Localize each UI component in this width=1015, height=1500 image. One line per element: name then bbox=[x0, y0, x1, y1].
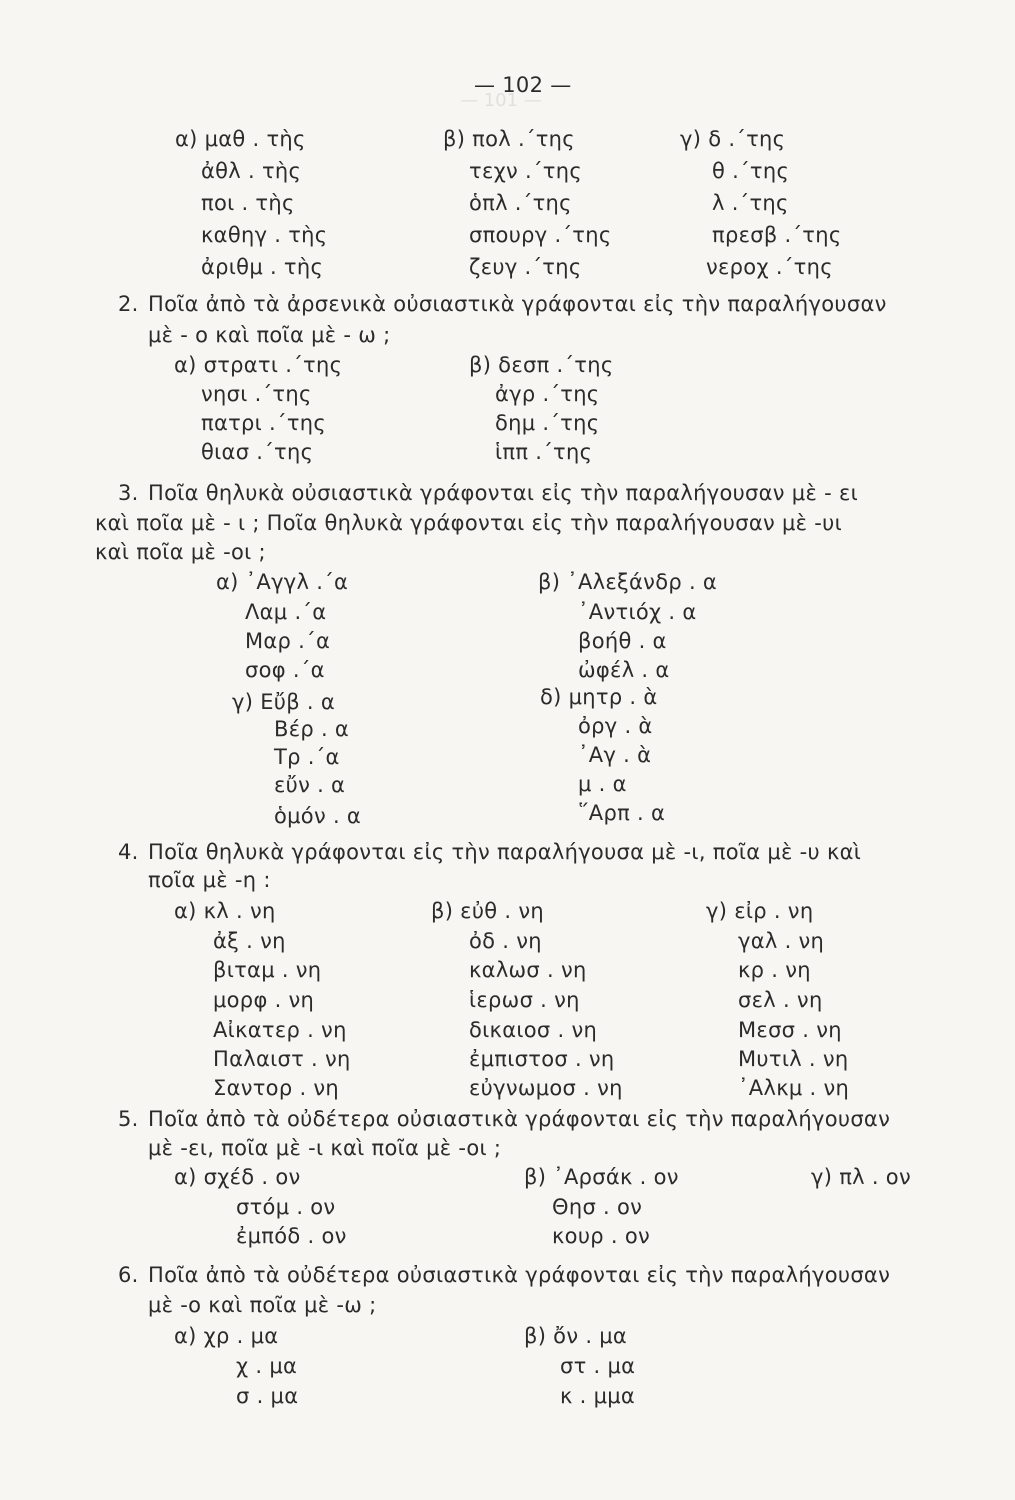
word-item: γ) εἰρ . νη bbox=[706, 899, 814, 923]
word-item: ὁμόν . α bbox=[274, 804, 362, 828]
word-item: θ .΄της bbox=[712, 159, 790, 183]
word-item: β) εὐθ . νη bbox=[431, 899, 544, 923]
word-item: β) ᾿Αρσάκ . ον bbox=[524, 1165, 679, 1189]
question-text: Ποῖα ἀπὸ τὰ οὐδέτερα οὐσιαστικὰ γράφονται εἰς τὴν παραλήγουσαν bbox=[148, 1107, 891, 1131]
word-item: σελ . νη bbox=[738, 988, 823, 1012]
word-item: εὔν . α bbox=[274, 773, 346, 797]
word-item: μορφ . νη bbox=[213, 988, 315, 1012]
question-text: καὶ ποῖα μὲ - ι ; Ποῖα θηλυκὰ γράφονται εἰς τὴν παραλήγουσαν μὲ -υι bbox=[95, 511, 842, 535]
show-through-text: — 101 — bbox=[460, 90, 542, 111]
word-item: Μαρ .΄α bbox=[245, 629, 331, 653]
word-item: Παλαιστ . νη bbox=[213, 1047, 351, 1071]
word-item: στόμ . ον bbox=[236, 1195, 336, 1219]
word-item: γ) Εὔβ . α bbox=[232, 690, 335, 714]
word-item: ὠφέλ . α bbox=[578, 658, 670, 682]
question-text: Ποῖα θηλυκὰ οὐσιαστικὰ γράφονται εἰς τὴν παραλήγουσαν μὲ - ει bbox=[148, 481, 858, 505]
page-number: — 102 — bbox=[474, 73, 572, 97]
word-item: ἀθλ . τὴς bbox=[201, 159, 302, 183]
question-text: Ποῖα ἀπὸ τὰ ἀρσενικὰ οὐσιαστικὰ γράφονται εἰς τὴν παραλήγουσαν bbox=[148, 292, 887, 316]
word-item: Μεσσ . νη bbox=[738, 1018, 842, 1042]
word-item: α) χρ . μα bbox=[174, 1324, 279, 1348]
word-item: Θησ . ον bbox=[552, 1195, 643, 1219]
word-item: πρεσβ .΄της bbox=[712, 223, 842, 247]
word-item: δ) μητρ . ὰ bbox=[540, 685, 658, 709]
question-text: μὲ - ο καὶ ποῖα μὲ - ω ; bbox=[148, 323, 391, 347]
word-item: α) στρατι .΄της bbox=[174, 353, 343, 377]
word-item: ᾿Αγ . ὰ bbox=[578, 743, 652, 767]
question-text: μὲ -ει, ποῖα μὲ -ι καὶ ποῖα μὲ -οι ; bbox=[148, 1136, 502, 1160]
question-text: Ποῖα ἀπὸ τὰ οὐδέτερα οὐσιαστικὰ γράφονται εἰς τὴν παραλήγουσαν bbox=[148, 1263, 891, 1287]
word-item: Σαντορ . νη bbox=[213, 1076, 340, 1100]
word-item: κρ . νη bbox=[738, 958, 811, 982]
word-item: α) ᾿Αγγλ .΄α bbox=[216, 570, 349, 594]
word-item: βιταμ . νη bbox=[213, 958, 322, 982]
word-item: μ . α bbox=[578, 772, 627, 796]
word-item: α) μαθ . τὴς bbox=[175, 127, 306, 151]
word-item: λ .΄της bbox=[712, 191, 789, 215]
word-item: ῞Αρπ . α bbox=[578, 801, 666, 825]
word-item: ᾿Αλκμ . νη bbox=[738, 1076, 850, 1100]
word-item: β) ᾿Αλεξάνδρ . α bbox=[538, 570, 718, 594]
word-item: α) σχέδ . ον bbox=[174, 1165, 301, 1189]
word-item: νησι .΄της bbox=[201, 382, 312, 406]
word-item: ὀργ . ὰ bbox=[578, 714, 653, 738]
word-item: νεροχ .΄της bbox=[706, 255, 833, 279]
question-number: 6. bbox=[118, 1263, 139, 1287]
word-item: γ) δ .΄της bbox=[680, 127, 786, 151]
word-item: Αἰκατερ . νη bbox=[213, 1018, 347, 1042]
word-item: β) πολ .΄της bbox=[443, 127, 575, 151]
word-item: ἀριθμ . τὴς bbox=[201, 255, 324, 279]
word-item: ἀξ . νη bbox=[213, 929, 286, 953]
word-item: ὀδ . νη bbox=[469, 929, 542, 953]
word-item: ἐμπόδ . ον bbox=[236, 1224, 347, 1248]
word-item: κ . μμα bbox=[560, 1384, 636, 1408]
word-item: γαλ . νη bbox=[738, 929, 825, 953]
word-item: κουρ . ον bbox=[552, 1224, 651, 1248]
word-item: δικαιοσ . νη bbox=[469, 1018, 598, 1042]
word-item: καλωσ . νη bbox=[469, 958, 587, 982]
word-item: στ . μα bbox=[560, 1354, 636, 1378]
question-number: 2. bbox=[118, 292, 139, 316]
word-item: πατρι .΄της bbox=[201, 411, 326, 435]
question-text: Ποῖα θηλυκὰ γράφονται εἰς τὴν παραλήγουσα μὲ -ι, ποῖα μὲ -υ καὶ bbox=[148, 840, 862, 864]
word-item: σπουργ .΄της bbox=[469, 223, 612, 247]
word-item: δημ .΄της bbox=[495, 411, 600, 435]
word-item: ᾿Αντιόχ . α bbox=[578, 600, 697, 624]
word-item: ὁπλ .΄της bbox=[469, 191, 572, 215]
word-item: Λαμ .΄α bbox=[245, 600, 327, 624]
word-item: β) δεσπ .΄της bbox=[469, 353, 614, 377]
question-text: μὲ -ο καὶ ποῖα μὲ -ω ; bbox=[148, 1293, 377, 1317]
word-item: ἱππ .΄της bbox=[495, 440, 593, 464]
word-item: ἐμπιστοσ . νη bbox=[469, 1047, 615, 1071]
word-item: καθηγ . τὴς bbox=[201, 223, 328, 247]
word-item: Μυτιλ . νη bbox=[738, 1047, 849, 1071]
word-item: βοήθ . α bbox=[578, 629, 667, 653]
word-item: σ . μα bbox=[236, 1384, 299, 1408]
word-item: εὐγνωμοσ . νη bbox=[469, 1076, 623, 1100]
word-item: γ) πλ . ον bbox=[811, 1165, 911, 1189]
question-text: ποῖα μὲ -η : bbox=[148, 868, 271, 892]
word-item: σοφ .΄α bbox=[245, 658, 325, 682]
word-item: θιασ .΄της bbox=[201, 440, 314, 464]
word-item: α) κλ . νη bbox=[174, 899, 276, 923]
word-item: χ . μα bbox=[236, 1354, 298, 1378]
word-item: Βέρ . α bbox=[274, 717, 350, 741]
question-number: 4. bbox=[118, 840, 139, 864]
word-item: Τρ .΄α bbox=[274, 745, 340, 769]
question-text: καὶ ποῖα μὲ -οι ; bbox=[95, 540, 266, 564]
word-item: ἱερωσ . νη bbox=[469, 988, 580, 1012]
word-item: β) ὄν . μα bbox=[524, 1324, 628, 1348]
question-number: 5. bbox=[118, 1107, 139, 1131]
word-item: τεχν .΄της bbox=[469, 159, 582, 183]
word-item: ζευγ .΄της bbox=[469, 255, 582, 279]
question-number: 3. bbox=[118, 481, 139, 505]
word-item: ποι . τὴς bbox=[201, 191, 295, 215]
word-item: ἀγρ .΄της bbox=[495, 382, 600, 406]
